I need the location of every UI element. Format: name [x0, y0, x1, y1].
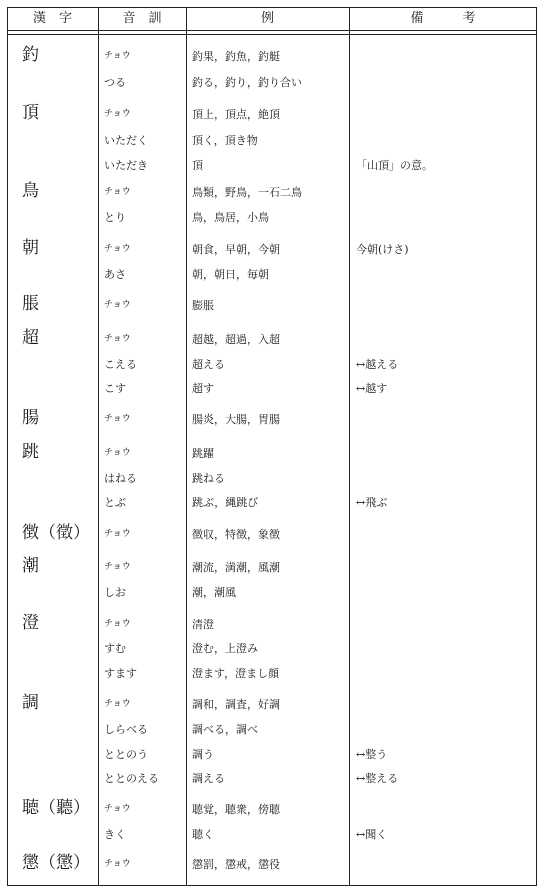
reading-cell: とぶ [104, 496, 126, 509]
reading-cell: チョウ [104, 448, 131, 458]
reading-cell: チョウ [104, 859, 131, 869]
example-cell: 清澄 [192, 618, 214, 631]
example-cell: 膨脹 [192, 299, 214, 312]
reading-cell: ととのえる [104, 772, 159, 785]
kanji-cell: 腸 [22, 408, 39, 428]
note-cell: ↔整う [356, 748, 388, 761]
example-cell: 跳躍 [192, 447, 214, 460]
kanji-cell: 徴（徵） [22, 523, 90, 543]
example-cell: 頂く，頂き物 [192, 134, 258, 147]
example-cell: 調べる，調べ [192, 723, 258, 736]
reading-cell: チョウ [104, 699, 131, 709]
column-divider [186, 7, 187, 886]
example-cell: 徴収，特徴，象徴 [192, 528, 280, 541]
example-cell: 朝食，早朝，今朝 [192, 243, 280, 256]
example-cell: 澄む，上澄み [192, 642, 258, 655]
reading-cell: チョウ [104, 804, 131, 814]
reading-cell: しらべる [104, 723, 148, 736]
reading-cell: チョウ [104, 187, 131, 197]
header-double-rule [7, 34, 537, 35]
note-cell: ↔越える [356, 358, 399, 371]
header-note: 備 考 [410, 11, 476, 26]
reading-cell: あさ [104, 268, 126, 281]
reading-cell: チョウ [104, 619, 131, 629]
example-cell: 釣る，釣り，釣り合い [192, 76, 302, 89]
reading-cell: チョウ [104, 300, 131, 310]
example-cell: 調える [192, 772, 225, 785]
table-frame [7, 7, 537, 886]
reading-cell: きく [104, 828, 126, 841]
reading-cell: チョウ [104, 109, 131, 119]
example-cell: 朝，朝日，毎朝 [192, 268, 269, 281]
reading-cell: すむ [104, 642, 126, 655]
example-cell: 鳥類，野鳥，一石二鳥 [192, 186, 302, 199]
header-reading: 音 訓 [122, 11, 162, 26]
reading-cell: チョウ [104, 414, 131, 424]
kanji-cell: 脹 [22, 294, 39, 314]
kanji-cell: 鳥 [22, 181, 39, 201]
example-cell: 跳ねる [192, 472, 225, 485]
kanji-cell: 朝 [22, 238, 39, 258]
example-cell: 調和，調査，好調 [192, 698, 280, 711]
reading-cell: ととのう [104, 748, 148, 761]
note-cell: 今朝(けさ) [356, 243, 409, 256]
reading-cell: チョウ [104, 562, 131, 572]
example-cell: 超越，超過，入超 [192, 333, 280, 346]
example-cell: 頂 [192, 159, 203, 172]
header-kanji: 漢 字 [32, 11, 72, 26]
note-cell: 「山頂」の意。 [356, 159, 433, 172]
reading-cell: とり [104, 211, 126, 224]
example-cell: 潮流，満潮，風潮 [192, 561, 280, 574]
example-cell: 澄ます，澄まし顔 [192, 667, 280, 680]
kanji-cell: 超 [22, 328, 39, 348]
kanji-cell: 釣 [22, 45, 39, 65]
column-divider [349, 7, 350, 886]
example-cell: 鳥，鳥居，小鳥 [192, 211, 269, 224]
kanji-cell: 澄 [22, 613, 39, 633]
example-cell: 跳ぶ，縄跳び [192, 496, 259, 509]
example-cell: 超える [192, 358, 225, 371]
reading-cell: こえる [104, 358, 137, 371]
example-cell: 腸炎，大腸，胃腸 [192, 413, 280, 426]
reading-cell: チョウ [104, 529, 131, 539]
kanji-cell: 懲（懲） [22, 853, 90, 873]
reading-cell: はねる [104, 472, 137, 485]
example-cell: 調う [192, 748, 214, 761]
reading-cell: しお [104, 586, 126, 599]
column-divider [98, 7, 99, 886]
note-cell: ↔飛ぶ [356, 496, 388, 509]
example-cell: 超す [192, 382, 214, 395]
kanji-cell: 頂 [22, 103, 39, 123]
header-rule [7, 30, 537, 31]
reading-cell: いただき [104, 159, 148, 172]
reading-cell: チョウ [104, 51, 131, 61]
reading-cell: いただく [104, 134, 148, 147]
example-cell: 聴覚，聴衆，傍聴 [192, 803, 280, 816]
note-cell: ↔整える [356, 772, 399, 785]
reading-cell: チョウ [104, 334, 131, 344]
example-cell: 潮，潮風 [192, 586, 236, 599]
reading-cell: こす [104, 382, 126, 395]
example-cell: 懲罰，懲戒，懲役 [192, 858, 280, 871]
example-cell: 聴く [192, 828, 214, 841]
reading-cell: チョウ [104, 244, 131, 254]
kanji-cell: 調 [22, 693, 39, 713]
header-example: 例 [260, 11, 274, 26]
reading-cell: つる [104, 76, 126, 89]
note-cell: ↔越す [356, 382, 388, 395]
kanji-cell: 跳 [22, 442, 39, 462]
example-cell: 頂上，頂点，絶頂 [192, 108, 280, 121]
kanji-cell: 潮 [22, 556, 39, 576]
note-cell: ↔聞く [356, 828, 388, 841]
kanji-cell: 聴（聽） [22, 798, 90, 818]
example-cell: 釣果，釣魚，釣艇 [192, 50, 280, 63]
reading-cell: すます [104, 667, 137, 680]
